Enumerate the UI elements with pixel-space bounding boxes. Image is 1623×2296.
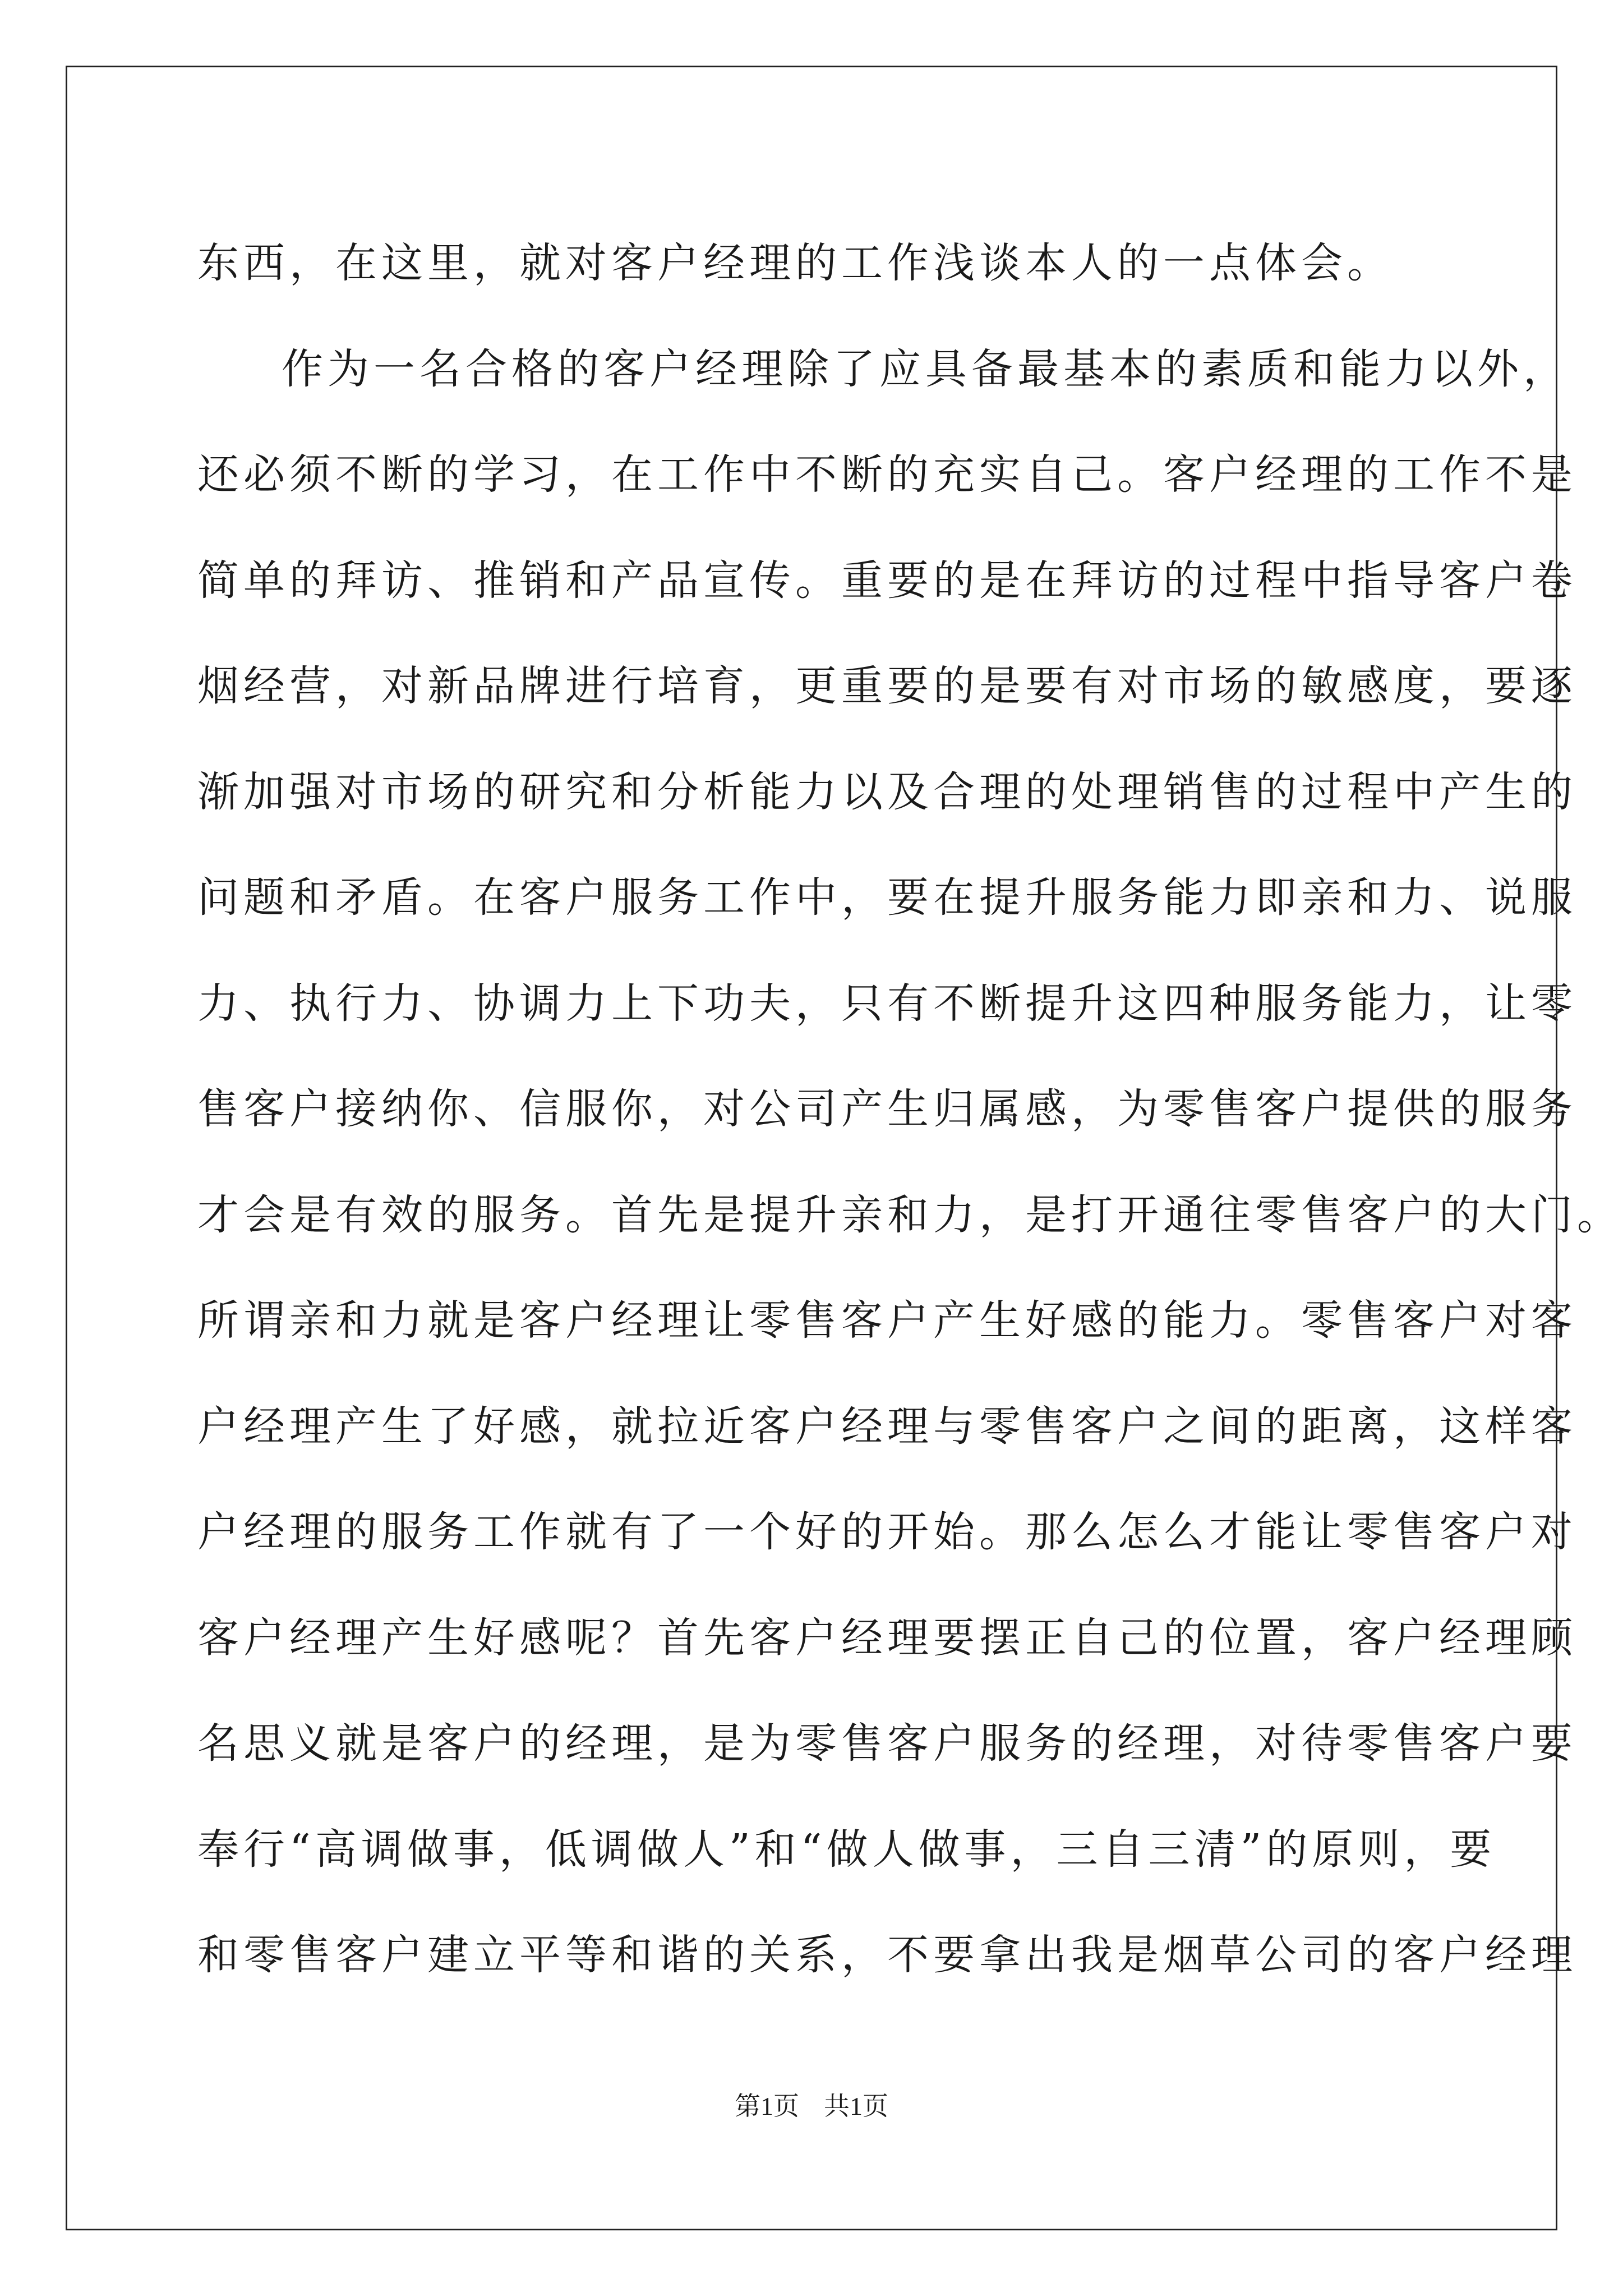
text-line: 还必须不断的学习，在工作中不断的充实自己。客户经理的工作不是 bbox=[197, 450, 1577, 499]
text-line: 户经理产生了好感，就拉近客户经理与零售客户之间的距离，这样客 bbox=[197, 1402, 1577, 1451]
paragraph-start-line: 作为一名合格的客户经理除了应具备最基本的素质和能力以外， bbox=[282, 344, 1569, 393]
text-line: 力、执行力、协调力上下功夫，只有不断提升这四种服务能力，让零 bbox=[197, 979, 1577, 1028]
text-line: 才会是有效的服务。首先是提升亲和力，是打开通往零售客户的大门。 bbox=[197, 1190, 1623, 1239]
text-line: 所谓亲和力就是客户经理让零售客户产生好感的能力。零售客户对客 bbox=[197, 1296, 1577, 1345]
text-line: 问题和矛盾。在客户服务工作中，要在提升服务能力即亲和力、说服 bbox=[197, 873, 1577, 922]
document-body bbox=[197, 210, 1623, 2008]
page-number: 第1页 bbox=[735, 2092, 799, 2120]
text-line: 简单的拜访、推销和产品宣传。重要的是在拜访的过程中指导客户卷 bbox=[197, 556, 1577, 605]
text-line: 名思义就是客户的经理，是为零售客户服务的经理，对待零售客户要 bbox=[197, 1719, 1577, 1768]
page-footer bbox=[0, 2090, 1623, 2123]
text-line: 奉行“高调做事，低调做人”和“做人做事，三自三清”的原则，要 bbox=[197, 1825, 1496, 1874]
text-line: 烟经营，对新品牌进行培育，更重要的是要有对市场的敏感度，要逐 bbox=[197, 662, 1577, 710]
page-total: 共1页 bbox=[824, 2092, 888, 2120]
text-line: 东西，在这里，就对客户经理的工作浅谈本人的一点体会。 bbox=[197, 239, 1393, 287]
text-line: 渐加强对市场的研究和分析能力以及合理的处理销售的过程中产生的 bbox=[197, 767, 1577, 816]
text-line: 和零售客户建立平等和谐的关系，不要拿出我是烟草公司的客户经理 bbox=[197, 1931, 1577, 1979]
text-line: 客户经理产生好感呢？首先客户经理要摆正自己的位置，客户经理顾 bbox=[197, 1613, 1577, 1662]
text-line: 户经理的服务工作就有了一个好的开始。那么怎么才能让零售客户对 bbox=[197, 1508, 1577, 1556]
text-line: 售客户接纳你、信服你，对公司产生归属感，为零售客户提供的服务 bbox=[197, 1085, 1577, 1133]
